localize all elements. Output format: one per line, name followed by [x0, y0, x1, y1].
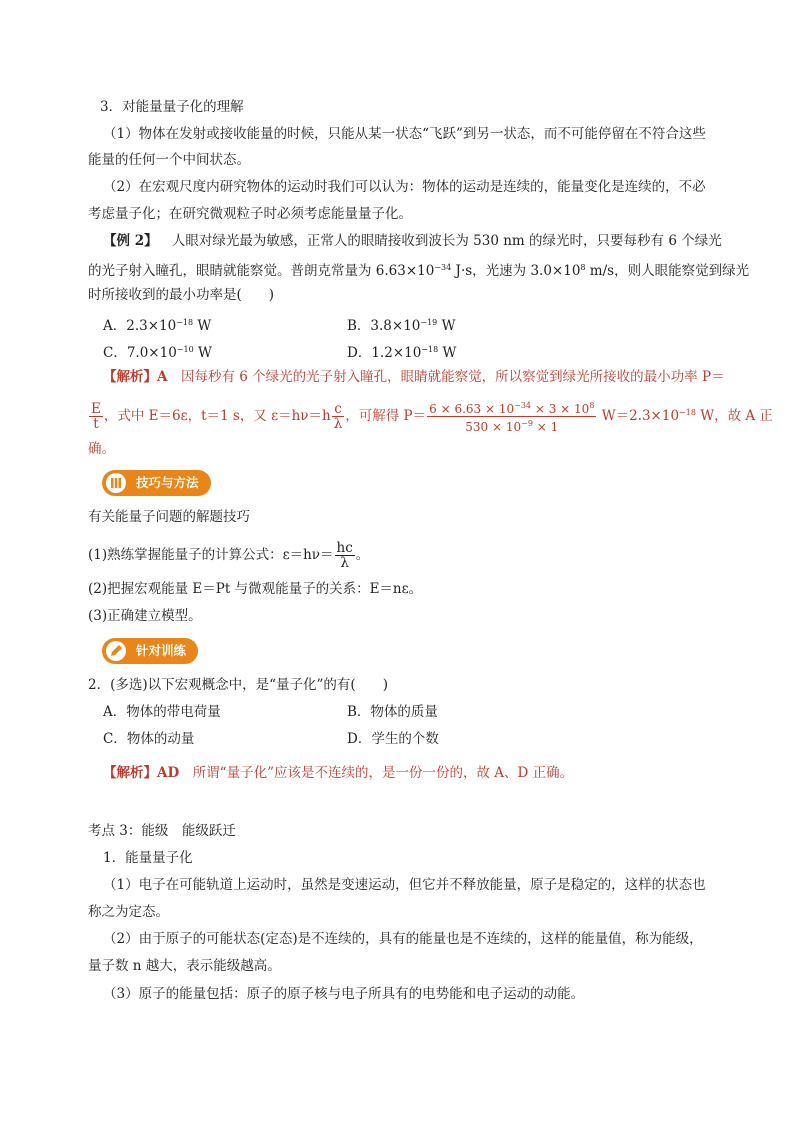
- exponent: 8: [589, 401, 595, 410]
- training-badge: [102, 638, 198, 664]
- solution-label: 【解析】AD: [103, 765, 180, 781]
- fraction-c-over-lambda: [332, 402, 345, 431]
- text: 6 × 6.63 × 10: [429, 402, 515, 416]
- q2-option-a: A．物体的带电荷量: [103, 704, 221, 720]
- text: m/s，则人眼能察觉到绿光: [585, 263, 750, 279]
- paragraph: （1）电子在可能轨道上运动时，虽然是变速运动，但它并不释放能量，原子是稳定的，这样的状态也: [103, 877, 706, 893]
- numerator: hc: [336, 540, 353, 556]
- solution-line3: 确。: [88, 441, 115, 457]
- solution-text: W＝2.3×10: [597, 408, 680, 424]
- exponent: −19: [420, 318, 438, 327]
- numerator: c: [332, 402, 345, 417]
- solution-label: 【解析】A: [103, 369, 168, 385]
- exponent: −18: [679, 408, 696, 417]
- paragraph: 能量的任何一个中间状态。: [88, 152, 250, 168]
- tips-badge: [102, 470, 211, 496]
- badge-label: 技巧与方法: [136, 475, 199, 490]
- question-2-stem: 2．(多选)以下宏观概念中，是“量子化”的有( ): [88, 677, 388, 693]
- text: 。: [355, 547, 370, 563]
- solution-line1: [103, 368, 725, 386]
- q2-option-c: C．物体的动量: [103, 731, 195, 747]
- subheading: 1．能量量子化: [103, 850, 193, 866]
- text: × 3 × 10: [531, 402, 590, 416]
- exponent: −18: [176, 318, 194, 327]
- numerator: E: [91, 401, 101, 417]
- text: W: [438, 345, 457, 361]
- exponent: −34: [434, 263, 452, 272]
- option-c: [103, 341, 212, 362]
- tip-1: [88, 540, 369, 570]
- option-a: [103, 314, 211, 335]
- example-2-stem: [103, 232, 722, 250]
- text: W: [193, 345, 212, 361]
- tip-3: (3)正确建立模型。: [88, 608, 202, 624]
- paragraph: （2）在宏观尺度内研究物体的运动时我们可以认为：物体的运动是连续的，能量变化是连续的，不必: [103, 179, 706, 195]
- text: A．2.3×10: [103, 318, 177, 334]
- books-icon-graphic: [106, 473, 126, 493]
- exponent: −34: [514, 401, 532, 410]
- option-b: [347, 314, 455, 335]
- text: J·s，光速为 3.0×10: [451, 263, 581, 279]
- paragraph: （3）原子的能量包括：原子的原子核与电子所具有的电势能和电子运动的动能。: [103, 986, 585, 1002]
- text: 的光子射入瞳孔，眼睛就能察觉。普朗克常量为 6.63×10: [88, 263, 435, 279]
- q2-option-b: B．物体的质量: [347, 704, 438, 720]
- badge-label: 针对训练: [136, 643, 187, 658]
- solution-text: 所谓“量子化”应该是不连续的，是一份一份的，故 A、D 正确。: [179, 765, 574, 781]
- exponent: −18: [421, 345, 439, 354]
- fraction-power-calc: [427, 399, 596, 434]
- denominator: [427, 417, 596, 434]
- fraction-e-over-t: [89, 402, 103, 431]
- paragraph: 量子数 n 越大，表示能级越高。: [88, 958, 281, 974]
- text: B．3.8×10: [347, 318, 421, 334]
- solution-text: ，可解得 P＝: [345, 408, 427, 424]
- solution-text: 因每秒有 6 个绿光的光子射入瞳孔，眼睛就能察觉，所以察觉到绿光所接收的最小功率 P＝: [167, 369, 725, 385]
- paragraph: （1）物体在发射或接收能量的时候，只能从某一状态“飞跃”到另一状态，而不可能停留在不符合这些: [103, 126, 706, 142]
- tips-title: 有关能量子问题的解题技巧: [88, 509, 250, 525]
- text: (1)熟练掌握能量子的计算公式：ε＝hν＝: [88, 547, 334, 563]
- pencil-icon-graphic: [106, 641, 126, 661]
- text: W: [193, 318, 212, 334]
- q2-option-d: D．学生的个数: [347, 731, 439, 747]
- text: C．7.0×10: [103, 345, 177, 361]
- example-2-line3: 时所接收到的最小功率是( ): [88, 287, 275, 303]
- topic-heading: 考点 3：能级 能级跃迁: [88, 823, 236, 839]
- paragraph: 称之为定态。: [88, 904, 169, 920]
- solution-text: W，故 A 正: [695, 408, 773, 424]
- text: D．1.2×10: [347, 345, 422, 361]
- q2-solution: [103, 764, 573, 782]
- exponent: −9: [521, 419, 533, 428]
- solution-line2: [88, 398, 773, 434]
- denominator: λ: [340, 555, 349, 571]
- exponent: −10: [176, 345, 194, 354]
- denominator: λ: [333, 416, 343, 432]
- section-heading: 3．对能量量子化的理解: [100, 99, 244, 115]
- text: W: [437, 318, 456, 334]
- text: 530 × 10: [465, 420, 522, 434]
- paragraph: 考虑量子化；在研究微观粒子时必须考虑能量量子化。: [88, 206, 412, 222]
- solution-text: ，式中 E＝6ε，t＝1 s，又 ε＝hν＝h: [103, 408, 331, 424]
- exponent: 8: [580, 263, 586, 272]
- paragraph: （2）由于原子的可能状态(定态)是不连续的，具有的能量也是不连续的，这样的能量值，称为能级，: [103, 931, 703, 947]
- option-d: [347, 341, 456, 362]
- denominator: t: [93, 416, 99, 432]
- numerator: [427, 399, 596, 417]
- fraction-hc-over-lambda: [335, 541, 355, 570]
- text: × 1: [532, 420, 559, 434]
- example-2-line2: [88, 259, 749, 280]
- pencil-icon: [106, 641, 126, 661]
- example-text: 人眼对绿光最为敏感，正常人的眼睛接收到波长为 530 nm 的绿光时，只要每秒有 6 个绿光: [171, 233, 722, 249]
- tip-2: (2)把握宏观能量 E＝Pt 与微观能量子的关系：E＝nε。: [88, 581, 423, 597]
- example-label: 【例 2】: [103, 233, 158, 249]
- books-icon: [106, 473, 126, 493]
